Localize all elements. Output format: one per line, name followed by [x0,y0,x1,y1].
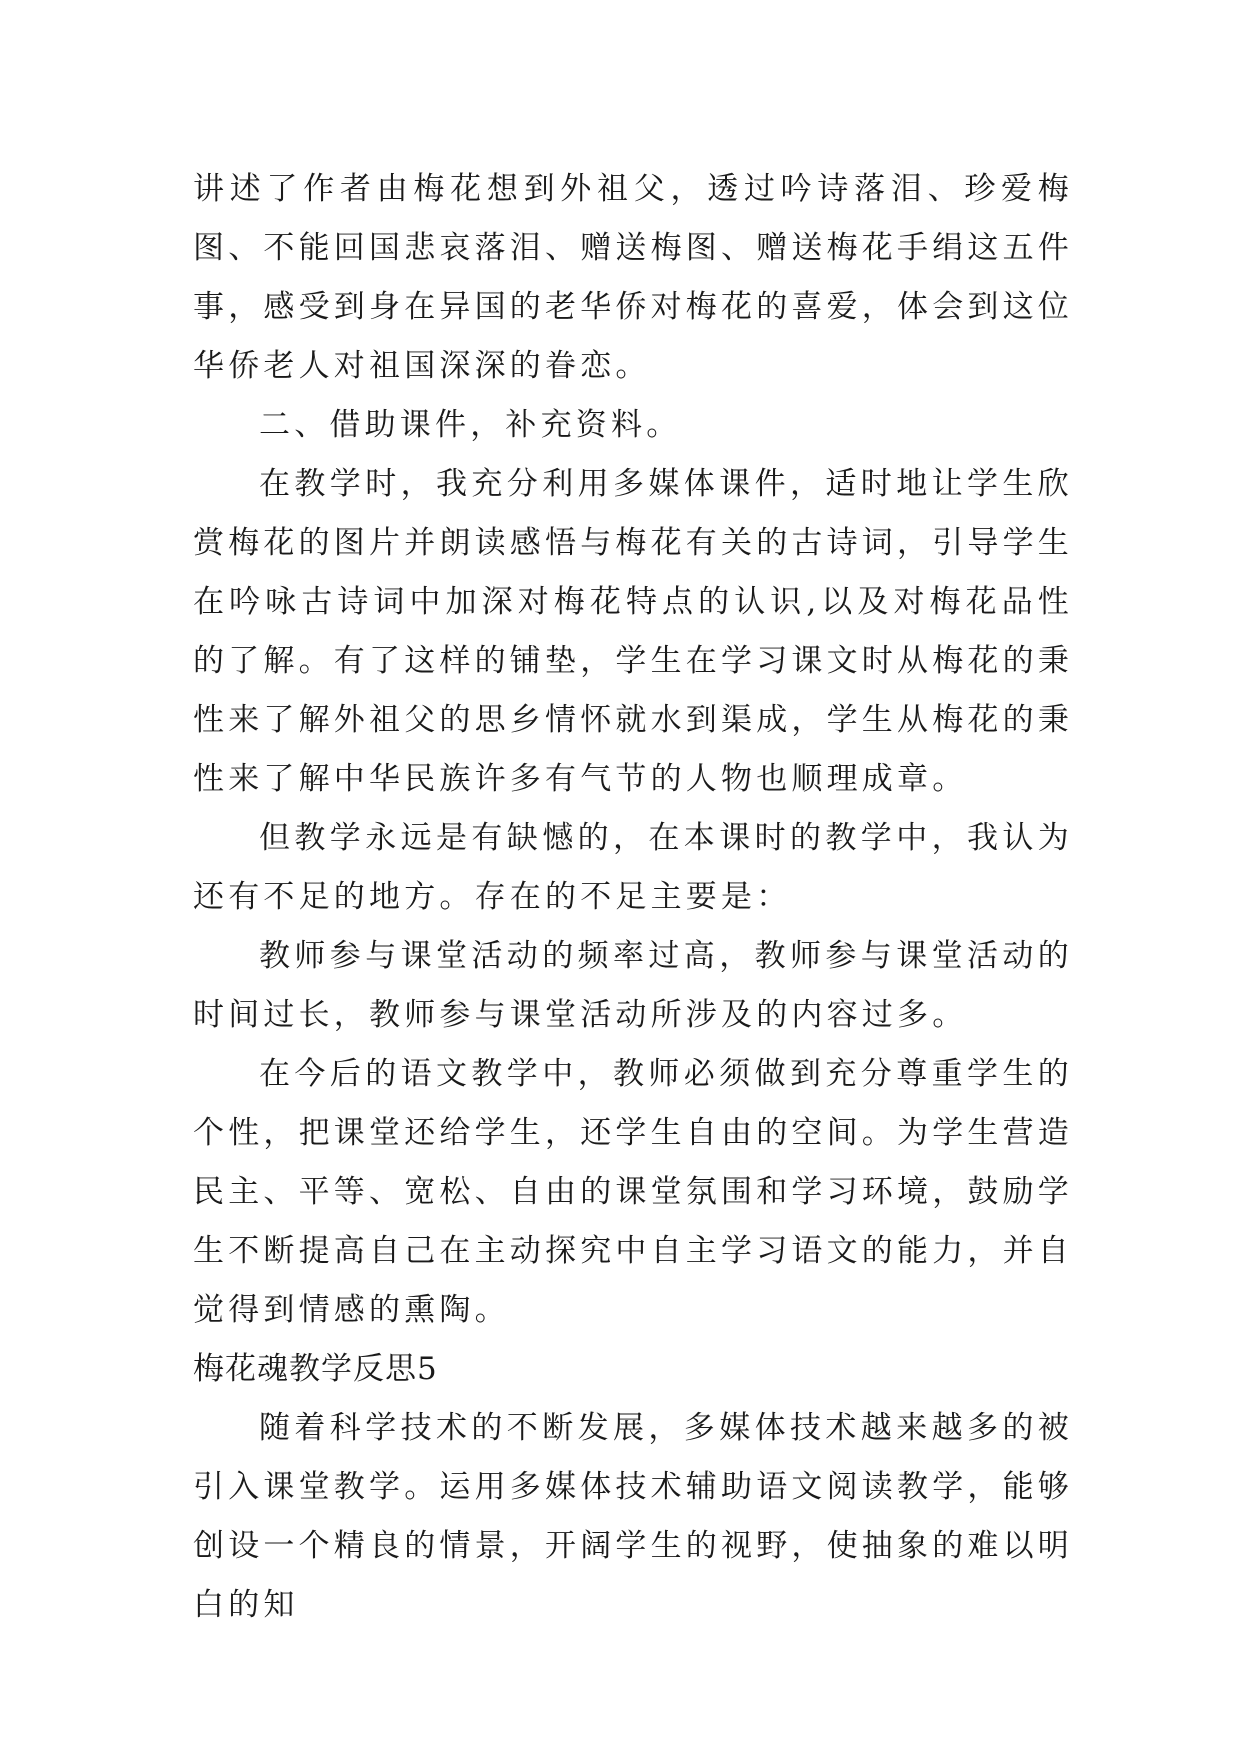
section-heading-two: 二、借助课件，补充资料。 [259,407,682,443]
paragraph-3: 在教学时，我充分利用多媒体课件，适时地让学生欣赏梅花的图片并朗读感悟与梅花有关的古诗词，引导学生在吟咏古诗词中加深对梅花特点的认识,以及对梅花品性的了解。有了这样的铺垫，学生在学习课文时从梅花的秉性来了解外祖父的思乡情怀就水到渠成，学生从梅花的秉性来了解中华民族许多有气节的人物也顺理成章。 [193,466,1073,797]
paragraph-5: 教师参与课堂活动的频率过高，教师参与课堂活动的时间过长，教师参与课堂活动所涉及的内容过多。 [193,938,1073,1033]
document-body [193,160,1073,1635]
paragraph-6: 在今后的语文教学中，教师必须做到充分尊重学生的个性，把课堂还给学生，还学生自由的空间。为学生营造民主、平等、宽松、自由的课堂氛围和学习环境，鼓励学生不断提高自己在主动探究中自主学习语文的能力，并自觉得到情感的熏陶。 [193,1056,1073,1328]
paragraph-4: 但教学永远是有缺憾的，在本课时的教学中，我认为还有不足的地方。存在的不足主要是： [193,820,1073,915]
paragraph-8: 随着科学技术的不断发展，多媒体技术越来越多的被引入课堂教学。运用多媒体技术辅助语文阅读教学，能够创设一个精良的情景，开阔学生的视野，使抽象的难以明白的知 [193,1410,1073,1623]
paragraph-1: 讲述了作者由梅花想到外祖父，透过吟诗落泪、珍爱梅图、不能回国悲哀落泪、赠送梅图、赠送梅花手绢这五件事，感受到身在异国的老华侨对梅花的喜爱，体会到这位华侨老人对祖国深深的眷恋。 [193,171,1073,384]
section-title: 梅花魂教学反思5 [193,1351,438,1387]
